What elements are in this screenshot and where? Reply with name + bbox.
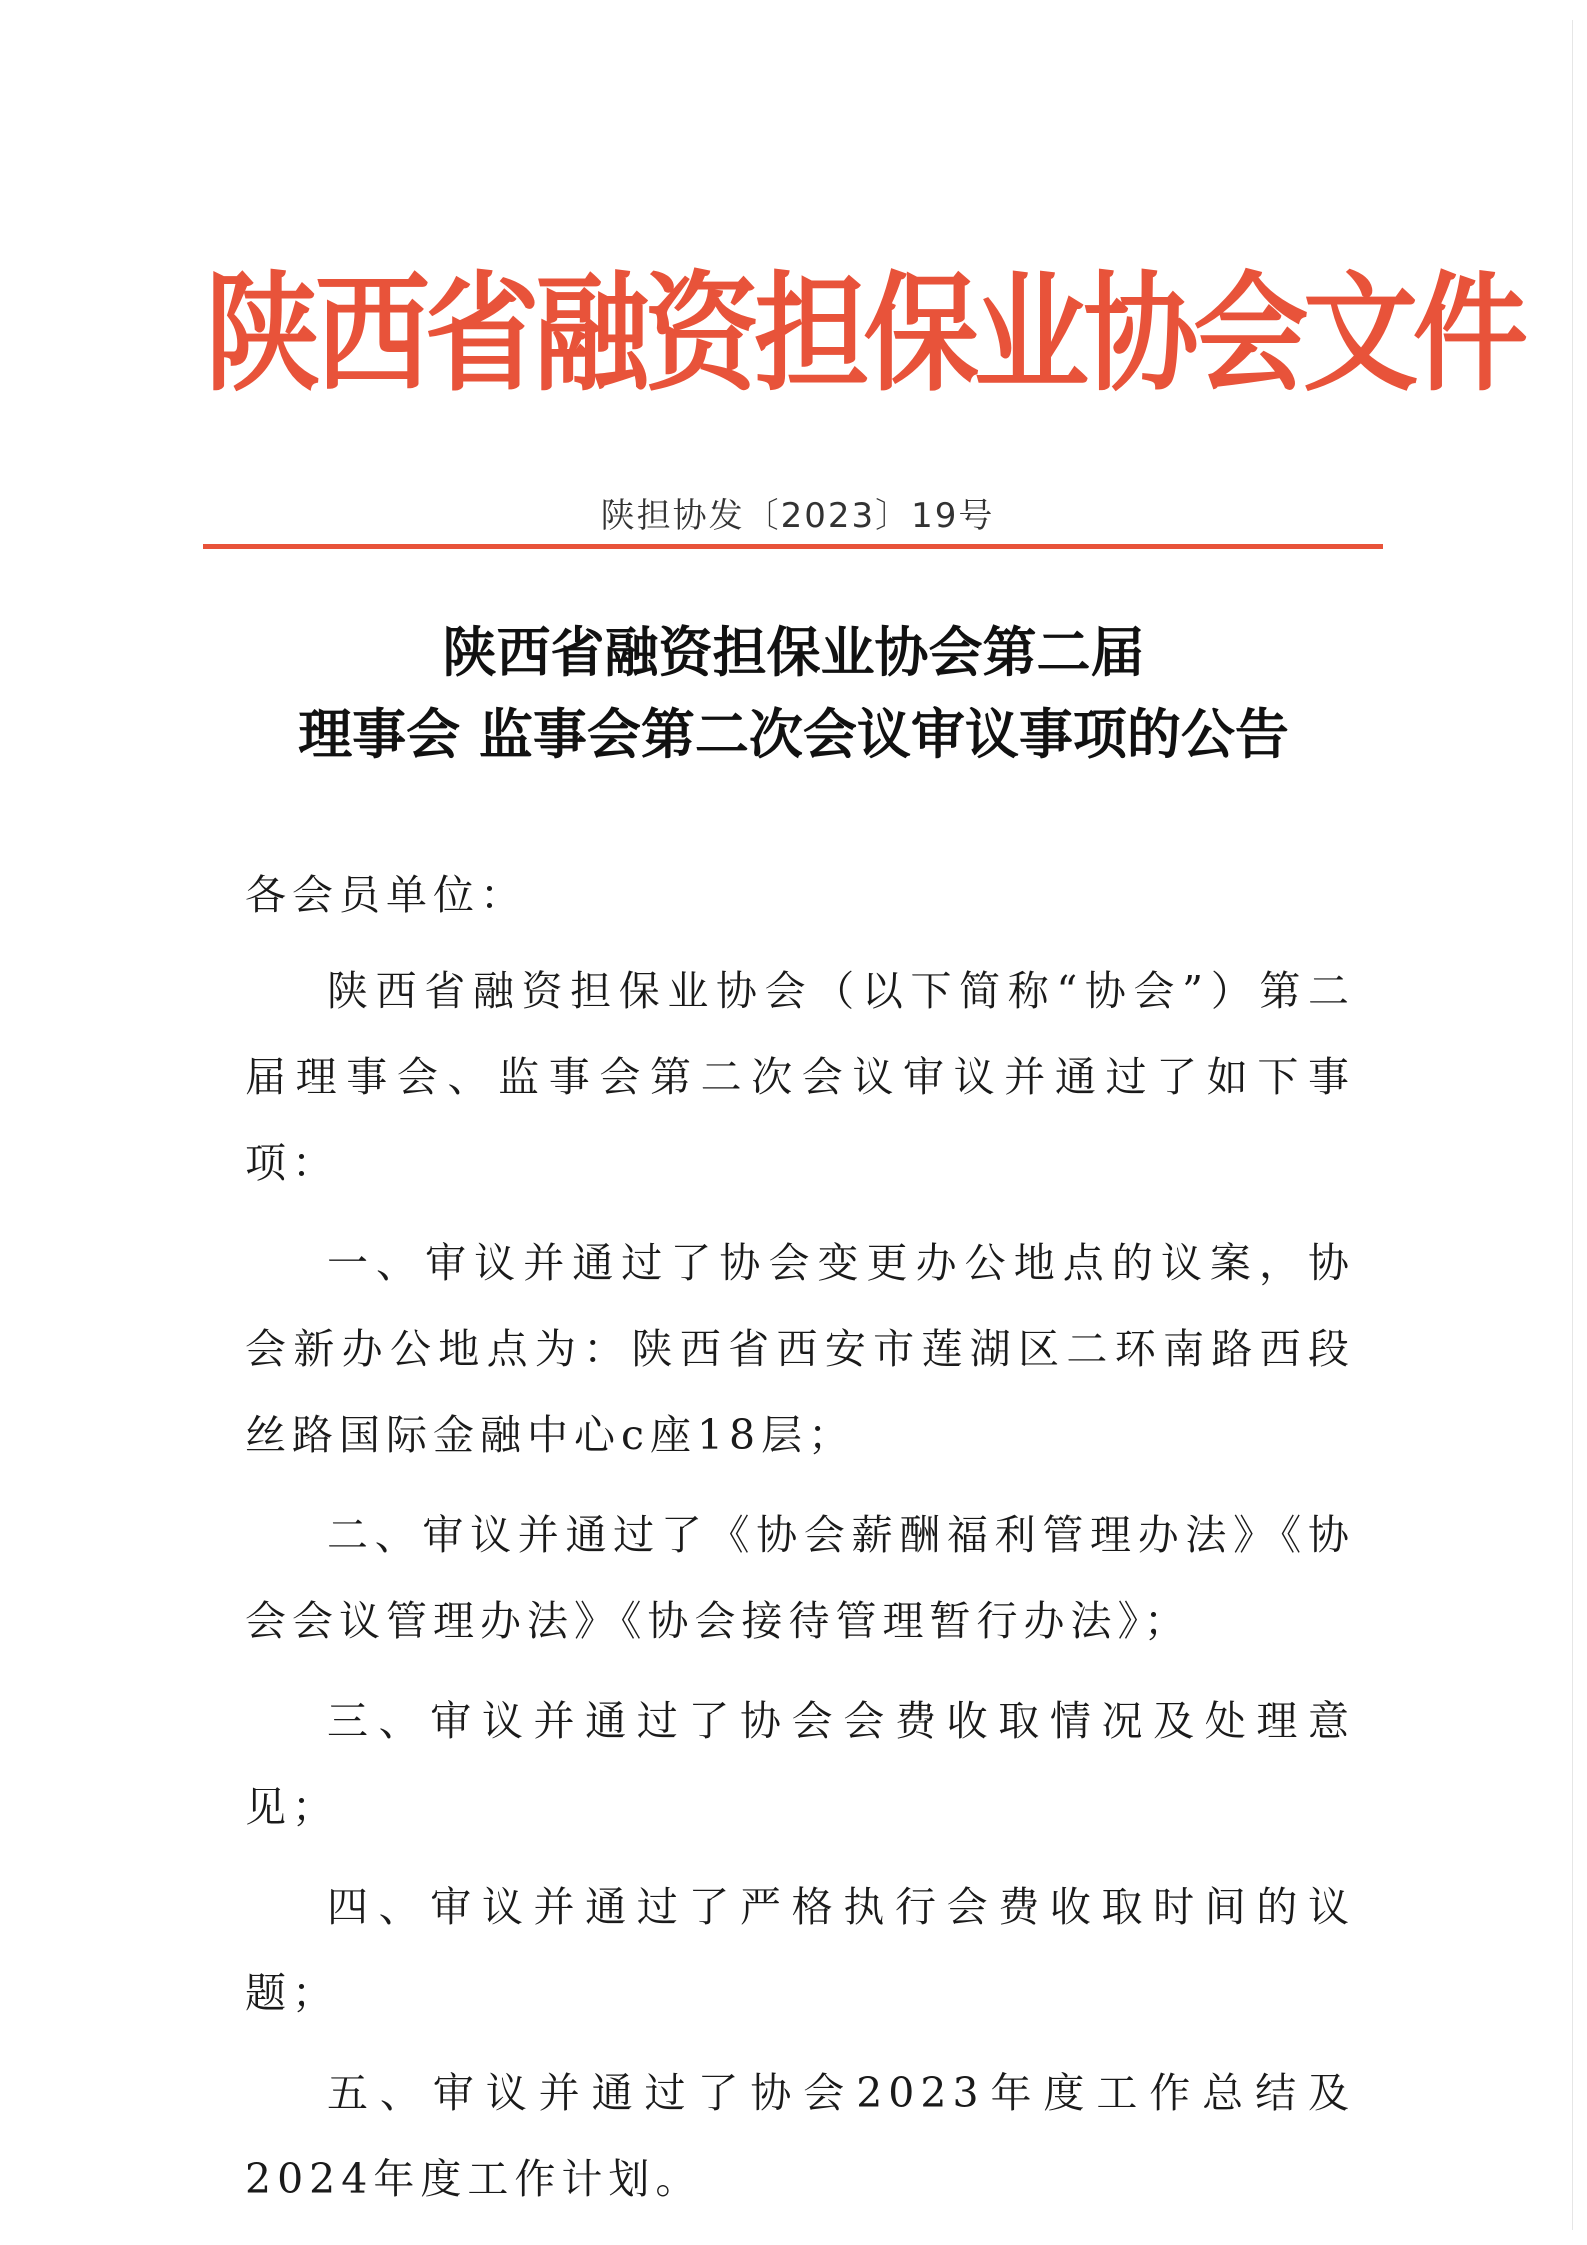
page-edge-line bbox=[1572, 20, 1573, 2230]
document-number: 陕担协发〔2023〕19号 bbox=[600, 496, 995, 536]
item-paragraph-5: 五、审议并通过了协会2023年度工作总结及2024年度工作计划。 bbox=[245, 2069, 1355, 2203]
title-line-2: 理事会 监事会第二次会议审议事项的公告 bbox=[298, 703, 1289, 766]
intro-paragraph: 陕西省融资担保业协会（以下简称“协会”）第二届理事会、监事会第二次会议审议并通过了如下事项： bbox=[245, 967, 1355, 1187]
document-body bbox=[245, 852, 1355, 2236]
item-paragraph-3: 三、审议并通过了协会会费收取情况及处理意见； bbox=[245, 1697, 1355, 1831]
item-paragraph-2: 二、审议并通过了《协会薪酬福利管理办法》《协会会议管理办法》《协会接待管理暂行办法》； bbox=[245, 1511, 1355, 1645]
document-masthead: 陕西省融资担保业协会文件 bbox=[205, 260, 1523, 409]
item-paragraph-1: 一、审议并通过了协会变更办公地点的议案，协会新办公地点为：陕西省西安市莲湖区二环南路西段丝路国际金融中心c座18层； bbox=[245, 1239, 1355, 1459]
document-title bbox=[0, 612, 1587, 776]
title-line-1: 陕西省融资担保业协会第二届 bbox=[442, 621, 1145, 684]
salutation: 各会员单位： bbox=[245, 871, 527, 919]
item-paragraph-4: 四、审议并通过了严格执行会费收取时间的议题； bbox=[245, 1883, 1355, 2017]
red-divider-rule bbox=[203, 544, 1383, 549]
